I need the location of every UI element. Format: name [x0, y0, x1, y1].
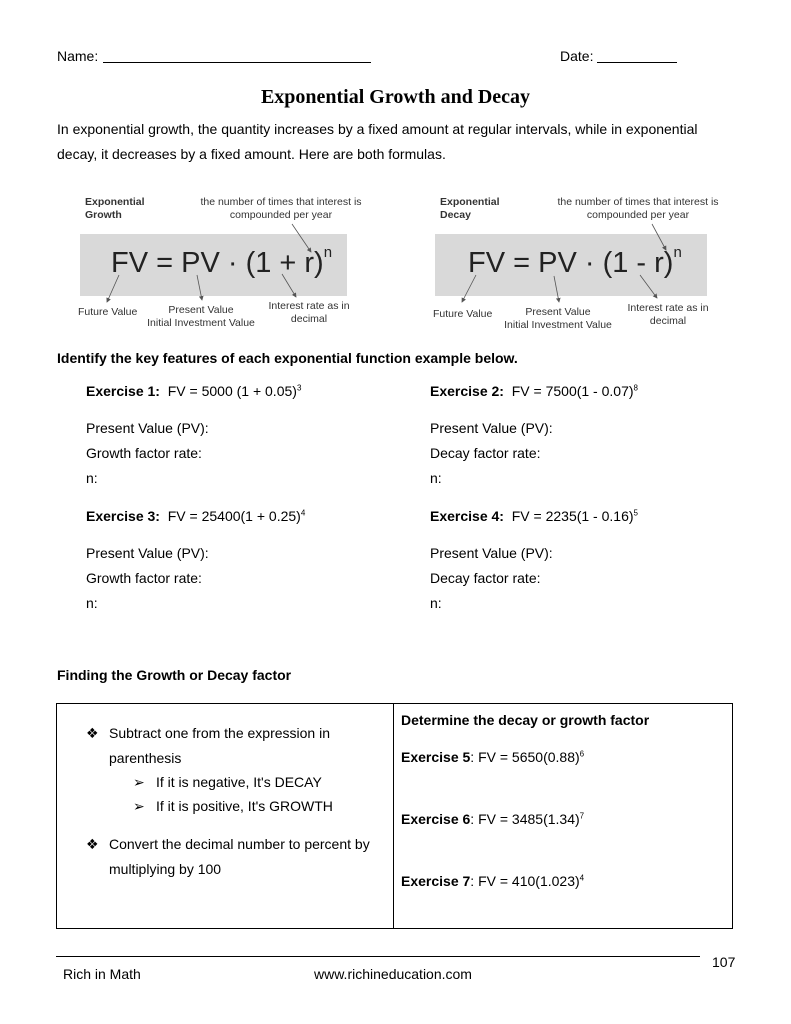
- exercise-4-heading: Exercise 4: FV = 2235(1 - 0.16)$^5$: [430, 508, 638, 524]
- decay-note-pv: Present Value Initial Investment Value: [504, 306, 612, 331]
- bullet-1-line1: Subtract one from the expression in: [109, 725, 331, 741]
- sub-bullet-2: If it is positive, It's GROWTH: [156, 798, 333, 814]
- exercise-1-n: n:: [86, 470, 98, 486]
- bullet-1-line2: parenthesis: [109, 750, 182, 766]
- exercise-1-heading: Exercise 1: FV = 5000 $(1 + 0.05)^3$: [86, 383, 302, 399]
- decay-note-r: Interest rate as in decimal: [627, 302, 709, 327]
- growth-arrow-pv: [197, 275, 202, 300]
- decay-arrow-r: [640, 275, 657, 298]
- right-heading: Determine the decay or growth factor: [401, 712, 650, 728]
- footer-website[interactable]: www.richineducation.com: [314, 966, 472, 982]
- exercise-2-heading: Exercise 2: FV = 7500(1 - 0.07)$^8$: [430, 383, 638, 399]
- decay-formula: FV = PV · (1 - r)$^n$: [468, 244, 682, 279]
- name-label: Name:: [57, 48, 99, 64]
- sub-bullet-1-icon: ➢: [133, 774, 145, 790]
- bullet-2-icon: ❖: [86, 836, 99, 852]
- growth-formula: FV = PV · $(1 + r)^n$: [111, 244, 333, 279]
- exercise-7: Exercise 7: FV = $410(1.023)^4$: [401, 873, 585, 889]
- section2-heading: Finding the Growth or Decay factor: [57, 667, 292, 683]
- bullet-2-line1: Convert the decimal number to percent by: [109, 836, 370, 852]
- decay-arrow-fv: [462, 275, 476, 302]
- decay-note-fv: Future Value: [433, 308, 493, 320]
- decay-arrow-pv: [554, 276, 559, 302]
- exercise-2-pv: Present Value (PV):: [430, 420, 553, 436]
- factor-table-divider: [393, 703, 394, 929]
- exercise-6: Exercise 6: FV = $3485(1.34)^7$: [401, 811, 585, 827]
- decay-label: Exponential Decay: [440, 196, 500, 221]
- exercise-3-n: n:: [86, 595, 98, 611]
- page-title: Exponential Growth and Decay: [260, 86, 531, 108]
- exercise-5: Exercise 5: FV = $5650(0.88)^6$: [401, 749, 585, 765]
- exercise-3-factor: Growth factor rate:: [86, 570, 202, 586]
- exercise-4-factor: Decay factor rate:: [430, 570, 541, 586]
- intro-text: In exponential growth, the quantity increases by a fixed amount at regular intervals, while in exponential decay, it decreases by a fixed amount. Here are both formulas.: [57, 121, 698, 162]
- exercise-4-n: n:: [430, 595, 442, 611]
- sub-bullet-2-icon: ➢: [133, 798, 145, 814]
- exercise-3-pv: Present Value (PV):: [86, 545, 209, 561]
- exercise-4-pv: Present Value (PV):: [430, 545, 553, 561]
- instructions: Identify the key features of each exponential function example below.: [57, 350, 518, 366]
- growth-label: Exponential Growth: [85, 196, 145, 221]
- growth-note-pv: Present Value Initial Investment Value: [147, 304, 255, 329]
- decay-arrow-n: [652, 224, 666, 250]
- footer-brand: Rich in Math: [63, 966, 141, 982]
- diagram-arrows: [0, 0, 791, 360]
- growth-note-r: Interest rate as in decimal: [268, 300, 350, 325]
- growth-note-n: the number of times that interest is compounded per year: [200, 196, 362, 221]
- exercise-1-pv: Present Value (PV):: [86, 420, 209, 436]
- sub-bullet-1: If it is negative, It's DECAY: [156, 774, 322, 790]
- date-label: Date:: [560, 48, 594, 64]
- bullet-1-icon: ❖: [86, 725, 99, 741]
- footer-rule: [56, 956, 700, 957]
- exercise-2-n: n:: [430, 470, 442, 486]
- growth-arrow-n: [292, 224, 311, 252]
- bullet-2-line2: multiplying by 100: [109, 861, 222, 877]
- exercise-3-heading: Exercise 3: FV = $25400(1 + 0.25)^4$: [86, 508, 306, 524]
- decay-note-n: the number of times that interest is compounded per year: [557, 196, 719, 221]
- exercise-2-factor: Decay factor rate:: [430, 445, 541, 461]
- growth-arrow-fv: [107, 275, 119, 302]
- exercise-1-factor: Growth factor rate:: [86, 445, 202, 461]
- growth-arrow-r: [282, 274, 296, 297]
- growth-note-fv: Future Value: [78, 306, 138, 318]
- page-number: 107: [712, 954, 736, 970]
